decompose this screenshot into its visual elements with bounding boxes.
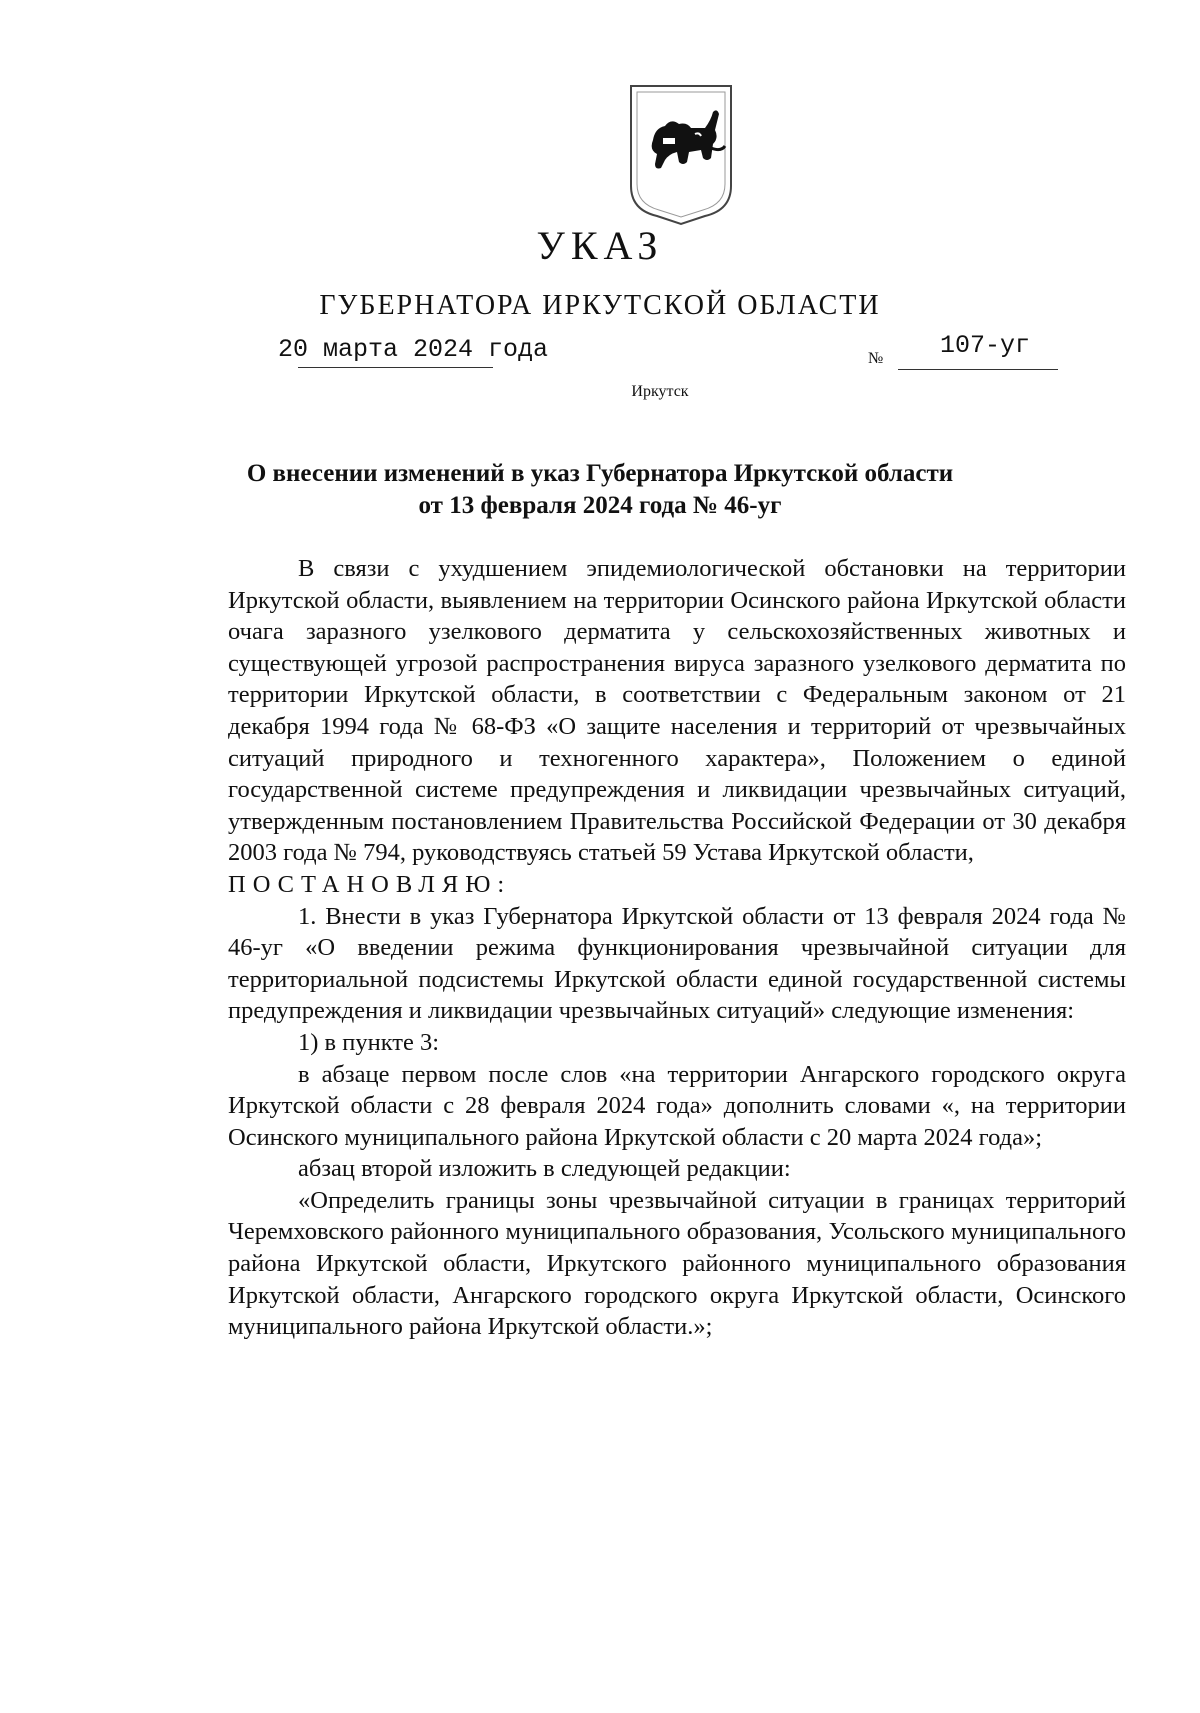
paragraph-new-text: «Определить границы зоны чрезвычайной ситуации в границах территорий Черемховского районного муниципального образования, Усольского муниципального района Иркутской области, Иркутского районного муниципального образования Иркутской области, Ангарского городского округа Иркутской области, Осинского муниципального района Иркутской области.»; — [228, 1186, 1126, 1341]
document-number: 107-уг — [940, 331, 1031, 360]
heading-line-2: от 13 февраля 2024 года № 46-уг — [418, 492, 782, 519]
date-underline — [298, 367, 493, 368]
number-underline — [898, 369, 1058, 370]
number-sign: № — [868, 350, 884, 367]
document-date: 20 марта 2024 года — [278, 335, 549, 364]
document-body — [228, 553, 1126, 1343]
paragraph-subitem-1: 1) в пункте 3: — [298, 1028, 440, 1056]
paragraph-abzac-2: абзац второй изложить в следующей редакции: — [298, 1155, 791, 1183]
paragraph-decree-word: ПОСТАНОВЛЯЮ: — [228, 870, 512, 898]
coat-of-arms-emblem — [625, 82, 737, 230]
document-city: Иркутск — [631, 383, 689, 400]
document-subtitle: ГУБЕРНАТОРА ИРКУТСКОЙ ОБЛАСТИ — [319, 290, 881, 321]
document-heading — [0, 458, 1200, 522]
paragraph-item-1: 1. Внести в указ Губернатора Иркутской области от 13 февраля 2024 года № 46-уг «О введении режима функционирования чрезвычайной ситуации для территориальной подсистемы Иркутской области единой государственной системы предупреждения и ликвидации чрезвычайных ситуаций» следующие изменения: — [228, 902, 1126, 1025]
paragraph-abzac-1: в абзаце первом после слов «на территории Ангарского городского округа Иркутской области с 28 февраля 2024 года» дополнить словами «, на территории Осинского муниципального района Иркутской области с 20 марта 2024 года»; — [228, 1060, 1126, 1151]
paragraph-preamble: В связи с ухудшением эпидемиологической обстановки на территории Иркутской области, выявлением на территории Осинского района Иркутской области очага заразного узелкового дерматита у сельскохозяйственных животных и существующей угрозой распространения вируса заразного узелкового дерматита по территории Иркутской области, в соответствии с Федеральным законом от 21 декабря 1994 года № 68-ФЗ «О защите населения и территорий от чрезвычайных ситуаций природного и техногенного характера», Положением о единой государственной системе предупреждения и ликвидации чрезвычайных ситуаций, утвержденным постановлением Правительства Российской Федерации от 30 декабря 2003 года № 794, руководствуясь статьей 59 Устава Иркутской области, — [228, 555, 1126, 867]
heading-line-1: О внесении изменений в указ Губернатора Иркутской области — [246, 460, 954, 487]
document-title: УКАЗ — [536, 223, 664, 268]
